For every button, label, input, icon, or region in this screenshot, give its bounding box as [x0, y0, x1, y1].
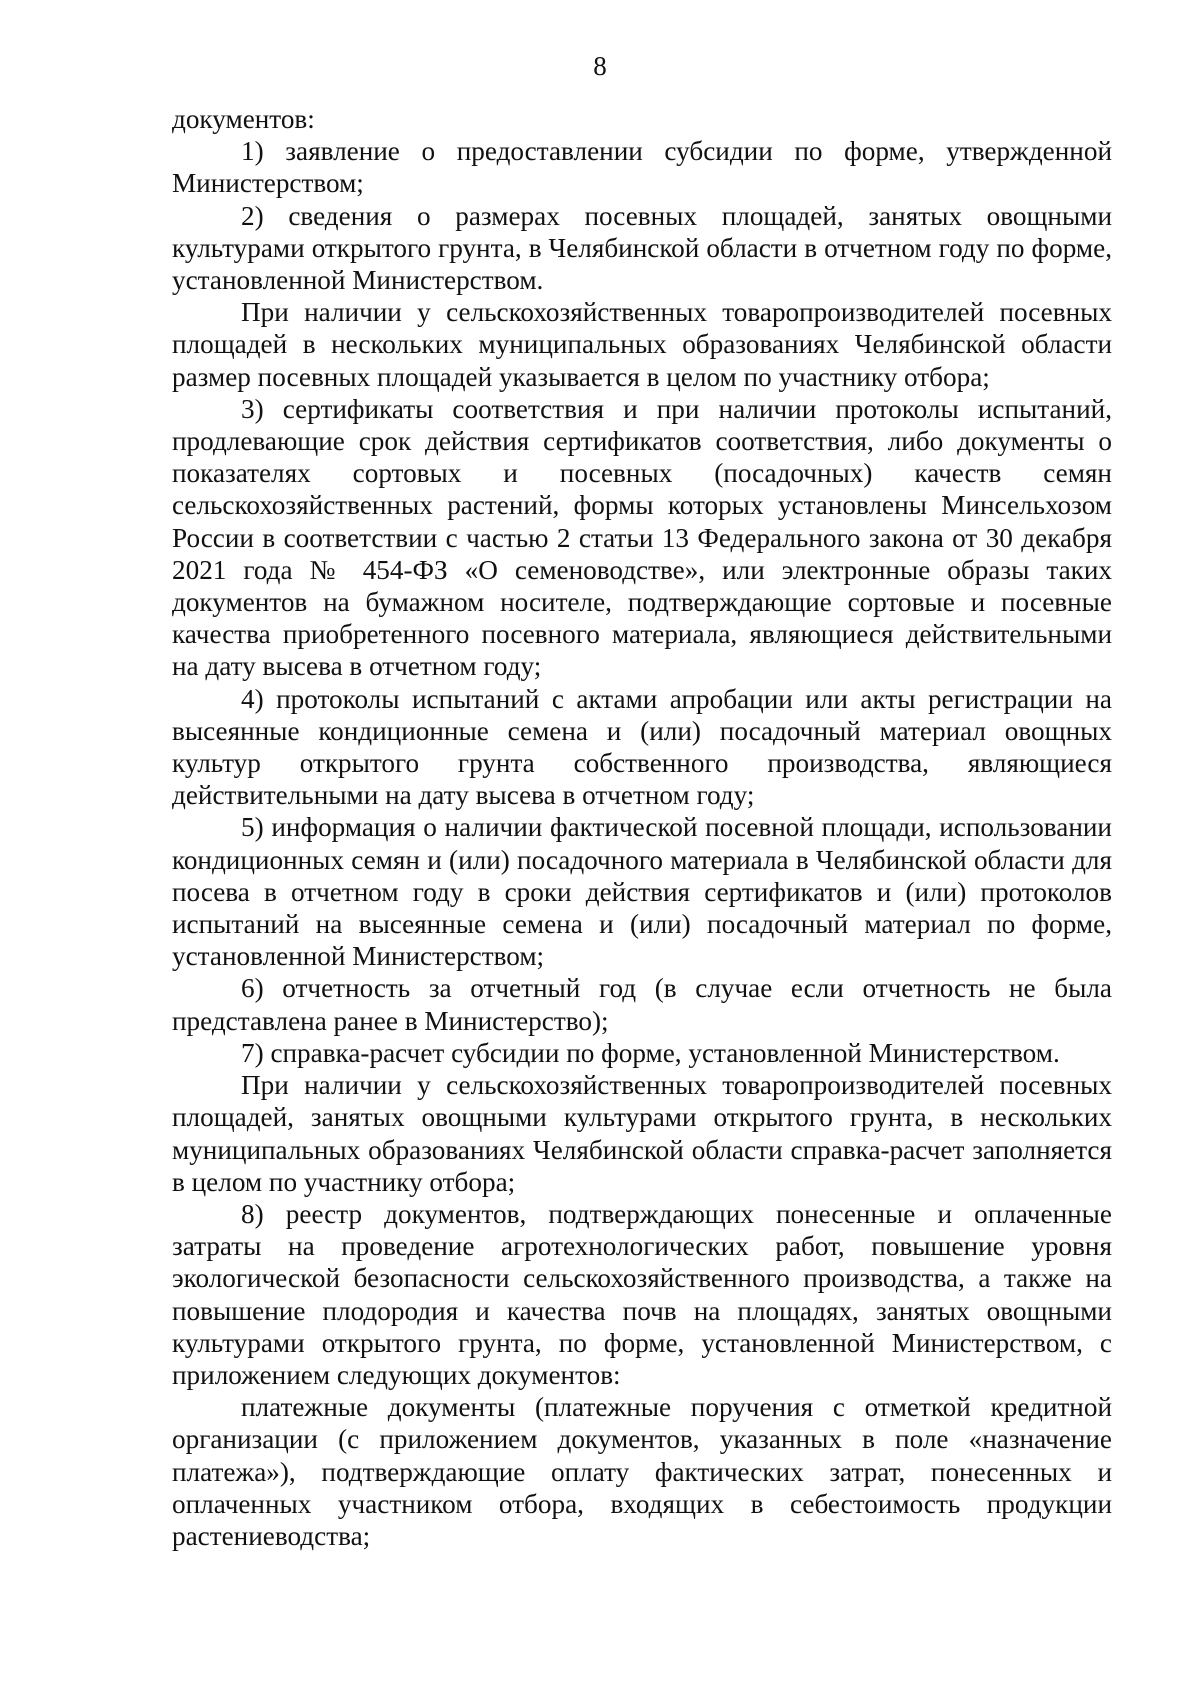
page-number: 8	[593, 51, 607, 81]
paragraph-continuation: документов:	[172, 104, 315, 134]
list-item-3: 3) сертификаты соответствия и при наличии протоколы испытаний, продлевающие срок действия сертификатов соответствия, либо документы о показателях сортовых и посевных (посадочных) качеств семян сельскохозяйственных растений, формы которых установлены Минсельхозом России в соответствии с частью 2 статьи 13 Федерального закона от 30 декабря 2021 года № 454-ФЗ «О семеноводстве», или электронные образы таких документов на бумажном носителе, подтверждающие сортовые и посевные качества приобретенного посевного материала, являющиеся действительными на дату высева в отчетном году;	[172, 393, 1112, 682]
list-item-8: 8) реестр документов, подтверждающих понесенные и оплаченные затраты на проведение агротехнологических работ, повышение уровня экологической безопасности сельскохозяйственного производства, а также на повышение плодородия и качества почв на площадях, занятых овощными культурами открытого грунта, по форме, установленной Министерством, с приложением следующих документов:	[172, 1198, 1112, 1390]
paragraph-payment-documents: платежные документы (платежные поручения с отметкой кредитной организации (с приложением документов, указанных в поле «назначение платежа»), подтверждающие оплату фактических затрат, понесенных и оплаченных участником отбора, входящих в себестоимость продукции растениеводства;	[172, 1392, 1112, 1551]
paragraph-note-1: При наличии у сельскохозяйственных товаропроизводителей посевных площадей в нескольких муниципальных образованиях Челябинской области размер посевных площадей указывается в целом по участнику отбора;	[172, 297, 1112, 392]
list-item-6: 6) отчетность за отчетный год (в случае если отчетность не была представлена ранее в Министерство);	[172, 973, 1112, 1036]
list-item-1: 1) заявление о предоставлении субсидии по форме, утвержденной Министерством;	[172, 136, 1112, 199]
list-item-7: 7) справка-расчет субсидии по форме, установленной Министерством.	[241, 1037, 1060, 1068]
list-item-2: 2) сведения о размерах посевных площадей, занятых овощными культурами открытого грунта, в Челябинской области в отчетном году по форме, установленной Министерством.	[172, 200, 1112, 296]
document-body	[172, 103, 1112, 1552]
paragraph-note-2: При наличии у сельскохозяйственных товаропроизводителей посевных площадей, занятых овощными культурами открытого грунта, в нескольких муниципальных образованиях Челябинской области справка-расчет заполняется в целом по участнику отбора;	[172, 1070, 1112, 1197]
list-item-5: 5) информация о наличии фактической посевной площади, использовании кондиционных семян и (или) посадочного материала в Челябинской области для посева в отчетном году в сроки действия сертификатов и (или) протоколов испытаний на высеянные семена и (или) посадочный материал по форме, установленной Министерством;	[172, 812, 1112, 972]
list-item-4: 4) протоколы испытаний с актами апробации или акты регистрации на высеянные кондиционные семена и (или) посадочный материал овощных культур открытого грунта собственного производства, являющиеся действительными на дату высева в отчетном году;	[172, 683, 1112, 811]
